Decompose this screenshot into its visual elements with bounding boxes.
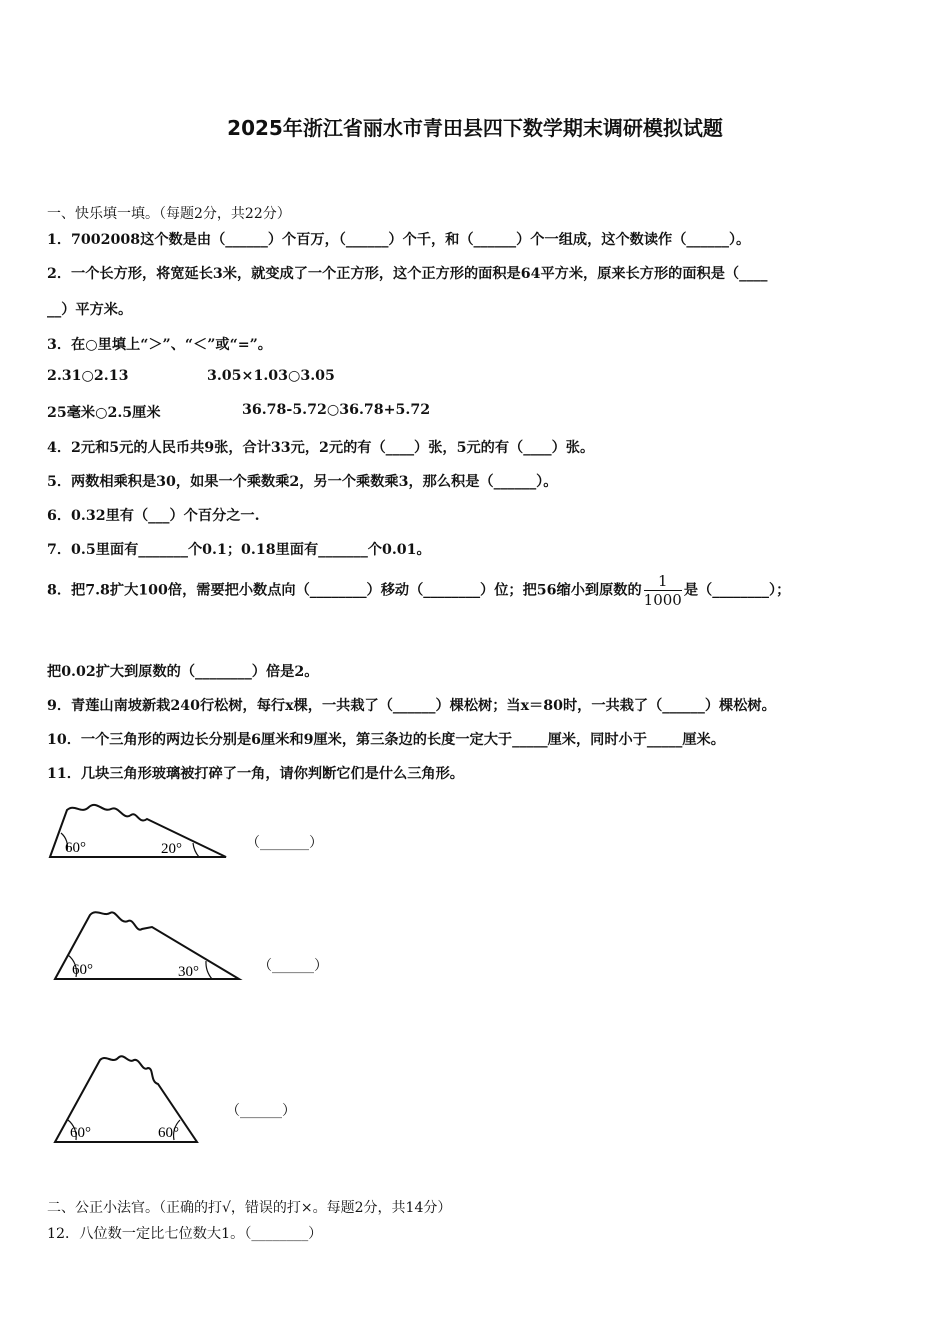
question-6: 6．0.32里有（___）个百分之一. xyxy=(47,508,260,524)
question-2: 2．一个长方形，将宽延长3米，就变成了一个正方形，这个正方形的面积是64平方米，原来长方形的面积是（____ xyxy=(47,266,768,282)
triangle-3-right-angle: 60° xyxy=(158,1125,179,1141)
question-2-continued: __）平方米。 xyxy=(47,302,133,318)
question-4: 4．2元和5元的人民币共9张，合计33元，2元的有（____）张，5元的有（____）张。 xyxy=(47,440,595,456)
fraction xyxy=(644,572,682,609)
broken-triangle-1 xyxy=(45,795,235,863)
triangle-3-left-angle: 60° xyxy=(70,1125,91,1141)
question-10: 10．一个三角形的两边长分别是6厘米和9厘米，第三条边的长度一定大于_____厘米，同时小于_____厘米。 xyxy=(47,732,725,748)
page-title: 2025年浙江省丽水市青田县四下数学期末调研模拟试题 xyxy=(227,116,723,140)
question-3-item-4: 36.78-5.72○36.78+5.72 xyxy=(242,402,431,418)
triangle-2-left-angle: 60° xyxy=(72,962,93,978)
question-1: 1．7002008这个数是由（______）个百万，（______）个千，和（______）个一组成，这个数读作（______）。 xyxy=(47,232,751,248)
question-8 xyxy=(47,572,790,609)
question-8-part-1: 8．把7.8扩大100倍，需要把小数点向（________）移动（________）位；把56缩小到原数的 xyxy=(47,582,642,599)
broken-triangle-2 xyxy=(50,905,244,985)
triangle-2-right-angle: 30° xyxy=(178,964,199,980)
fraction-denominator: 1000 xyxy=(643,591,682,609)
broken-triangle-3 xyxy=(50,1050,202,1150)
question-11: 11．几块三角形玻璃被打碎了一角，请你判断它们是什么三角形。 xyxy=(47,766,464,782)
triangle-1-answer-blank[interactable]: （_______） xyxy=(246,835,323,851)
section-heading-1: 一、快乐填一填。（每题2分，共22分） xyxy=(47,206,291,222)
triangle-2-answer-blank[interactable]: （______） xyxy=(258,958,328,974)
question-3-item-3: 25毫米○2.5厘米 xyxy=(47,405,161,421)
question-5: 5．两数相乘积是30，如果一个乘数乘2，另一个乘数乘3，那么积是（______）。 xyxy=(47,474,558,490)
triangle-1-left-angle: 60° xyxy=(65,840,86,856)
triangle-1-right-angle: 20° xyxy=(161,841,182,857)
question-3-item-1: 2.31○2.13 xyxy=(47,368,129,384)
question-12: 12．八位数一定比七位数大1。（________） xyxy=(47,1226,323,1242)
question-3: 3．在○里填上“＞”、“＜”或“=”。 xyxy=(47,337,272,353)
question-9: 9．青莲山南坡新栽240行松树，每行x棵，一共栽了（______）棵松树；当x＝80时，一共栽了（______）棵松树。 xyxy=(47,698,776,714)
question-7: 7．0.5里面有_______个0.1；0.18里面有_______个0.01。 xyxy=(47,542,431,558)
fraction-numerator: 1 xyxy=(644,572,682,591)
question-3-item-2: 3.05×1.03○3.05 xyxy=(207,368,335,384)
question-8-part-2: 是（________）； xyxy=(683,582,791,599)
question-8-continued: 把0.02扩大到原数的（________）倍是2。 xyxy=(47,664,319,680)
triangle-3-answer-blank[interactable]: （______） xyxy=(226,1103,296,1119)
section-heading-2: 二、公正小法官。（正确的打√，错误的打×。每题2分，共14分） xyxy=(47,1200,452,1216)
